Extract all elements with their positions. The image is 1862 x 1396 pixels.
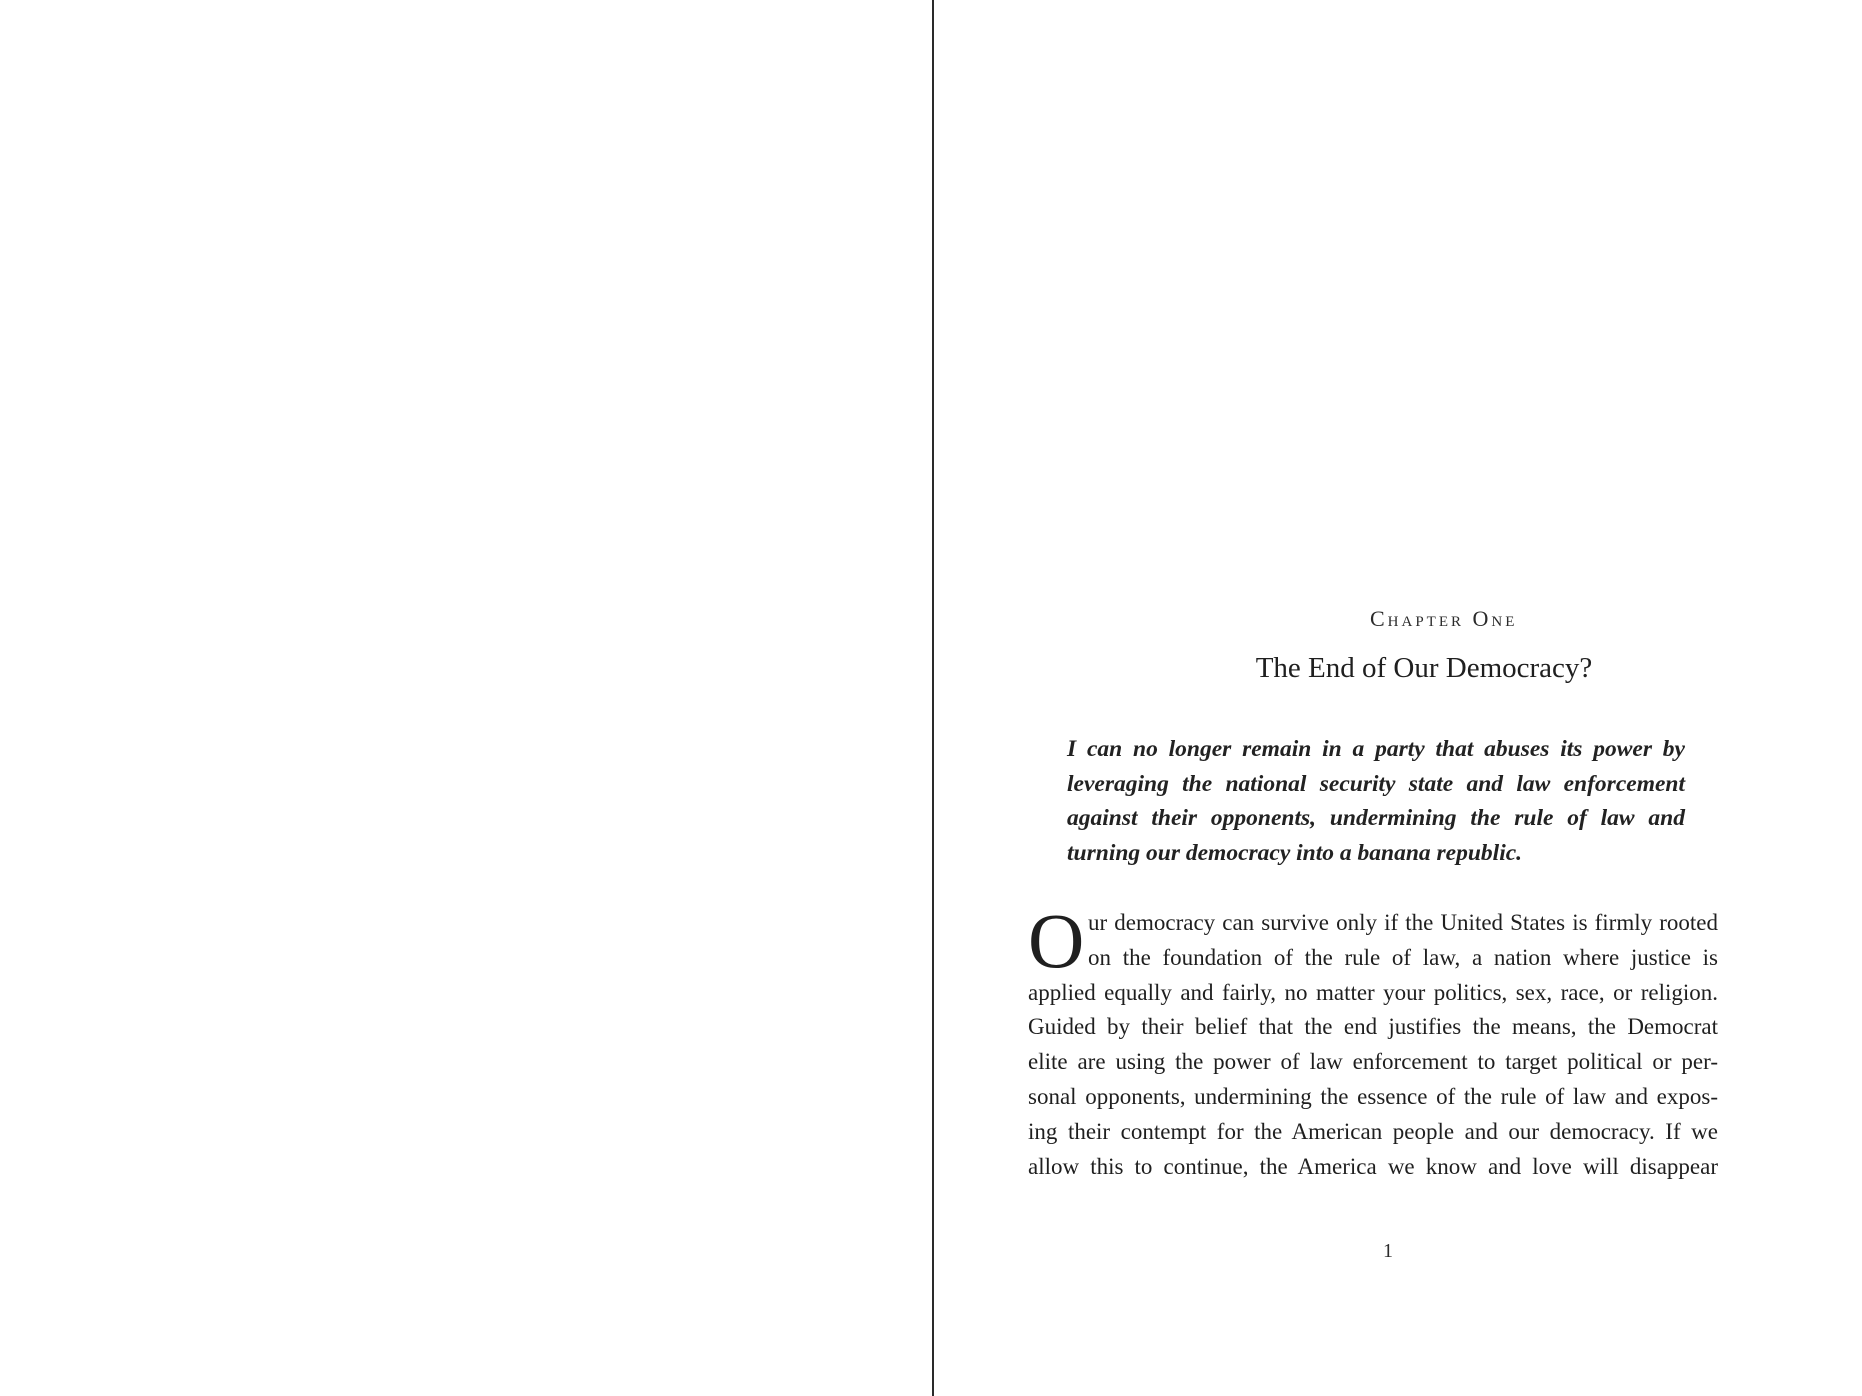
body-line: allow this to continue, the America we know and love will disappear	[1028, 1153, 1718, 1179]
drop-cap: O	[1028, 897, 1085, 984]
chapter-label: Chapter One	[1370, 606, 1518, 631]
body-line: sonal opponents, undermining the essence of the rule of law and expos-	[1028, 1083, 1718, 1109]
body-paragraph	[1028, 897, 1718, 1184]
chapter-title: The End of Our Democracy?	[1255, 652, 1593, 684]
chapter-epigraph: I can no longer remain in a party that abuses its power by leveraging the national security state and law enforcement against their opponents, undermining the rule of law and turning our democracy into a banana republic.	[1067, 736, 1685, 866]
body-line: elite are using the power of law enforcement to target political or per-	[1028, 1049, 1718, 1075]
body-line: Guided by their belief that the end justifies the means, the Democrat	[1028, 1014, 1718, 1040]
page-number: 1	[1383, 1240, 1393, 1262]
right-page	[934, 0, 1862, 1396]
body-line: on the foundation of the rule of law, a nation where justice is	[1088, 944, 1718, 970]
body-line: ing their contempt for the American people and our democracy. If we	[1028, 1118, 1718, 1144]
body-line: applied equally and fairly, no matter your politics, sex, race, or religion.	[1028, 979, 1718, 1005]
body-line: ur democracy can survive only if the United States is firmly rooted	[1088, 910, 1718, 935]
